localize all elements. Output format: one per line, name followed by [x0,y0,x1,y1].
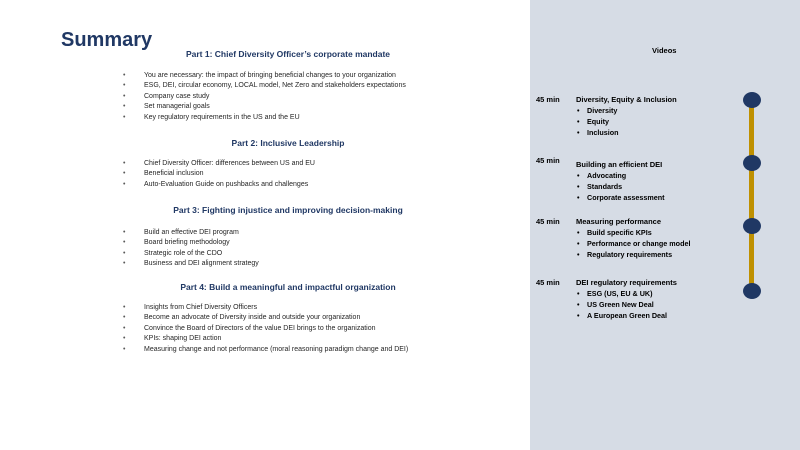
list-item: • Beneficial inclusion [122,169,315,179]
list-item: • You are necessary: the impact of bringing beneficial changes to your organization [122,71,406,81]
list-item: • Business and DEI alignment strategy [122,259,259,269]
part-1-list [122,71,406,123]
list-item: • Measuring change and not performance (moral reasoning paradigm change and DEI) [122,345,408,355]
list-item: • Insights from Chief Diversity Officers [122,303,408,313]
video-duration: 45 min [536,95,560,104]
list-item: • Become an advocate of Diversity inside and outside your organization [122,313,408,323]
video-topics [576,288,667,322]
video-title: DEI regulatory requirements [576,278,677,287]
timeline-dot [743,155,761,171]
list-item: • Convince the Board of Directors of the value DEI brings to the organization [122,324,408,334]
list-item: • Company case study [122,92,406,102]
video-topic: • Regulatory requirements [576,249,690,260]
part-4-heading: Part 4: Build a meaningful and impactful organization [180,282,396,292]
part-4-list [122,303,408,355]
video-duration: 45 min [536,156,560,165]
video-topic: • Equity [576,116,619,127]
page-title: Summary [61,29,153,51]
video-topic: • Build specific KPIs [576,227,690,238]
part-2-heading: Part 2: Inclusive Leadership [231,138,345,148]
video-title: Measuring performance [576,217,662,226]
list-item: • Auto-Evaluation Guide on pushbacks and challenges [122,180,315,190]
video-topic: • Inclusion [576,127,619,138]
video-topic: • US Green New Deal [576,299,667,310]
video-topic: • Advocating [576,170,665,181]
video-topic: • ESG (US, EU & UK) [576,288,667,299]
list-item: • Board briefing methodology [122,238,259,248]
list-item: • Key regulatory requirements in the US and the EU [122,113,406,123]
video-topic: • A European Green Deal [576,310,667,321]
video-topic: • Corporate assessment [576,192,665,203]
part-3-list [122,228,259,270]
part-3-heading: Part 3: Fighting injustice and improving decision-making [173,205,403,215]
list-item: • KPIs: shaping DEI action [122,334,408,344]
video-topic: • Diversity [576,105,619,116]
timeline-dot [743,92,761,108]
video-title: Building an efficient DEI [576,160,663,169]
list-item: • Strategic role of the CDO [122,249,259,259]
list-item: • Build an effective DEI program [122,228,259,238]
part-2-list [122,159,315,190]
timeline-dot [743,218,761,234]
video-topics [576,105,619,139]
videos-title: Videos [652,46,677,55]
video-title: Diversity, Equity & Inclusion [576,95,677,104]
video-topics [576,170,665,204]
video-topic: • Performance or change model [576,238,690,249]
part-1-heading: Part 1: Chief Diversity Officer’s corporate mandate [185,49,391,59]
video-topics [576,227,690,261]
list-item: • Chief Diversity Officer: differences between US and EU [122,159,315,169]
timeline-line [749,100,754,291]
list-item: • Set managerial goals [122,102,406,112]
list-item: • ESG, DEI, circular economy, LOCAL model, Net Zero and stakeholders expectations [122,81,406,91]
video-duration: 45 min [536,217,560,226]
video-duration: 45 min [536,278,560,287]
timeline-dot [743,283,761,299]
video-topic: • Standards [576,181,665,192]
